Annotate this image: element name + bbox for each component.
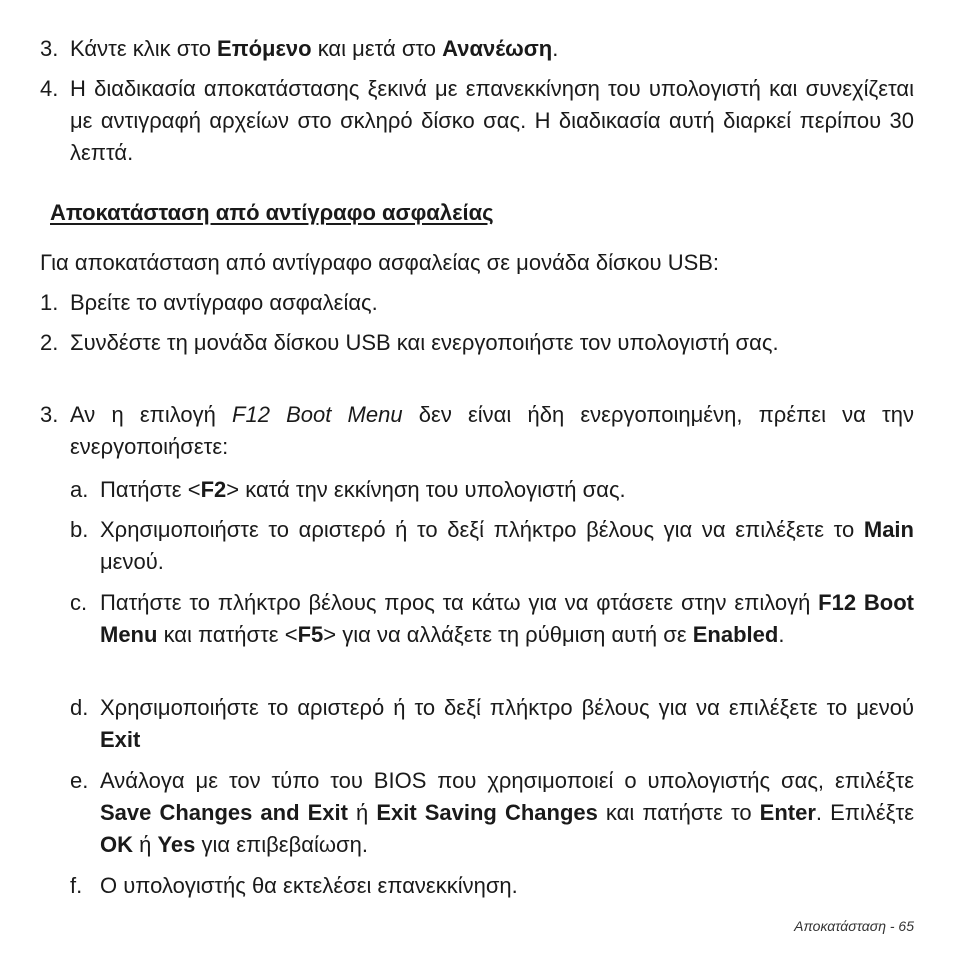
step-2: [40, 327, 914, 359]
top-list-item-4: [40, 73, 914, 169]
list-number: 1.: [40, 290, 59, 315]
bold-term: F2: [200, 477, 227, 502]
list-number: f.: [70, 873, 83, 898]
text-run: Χρησιμοποιήστε το αριστερό ή το δεξί πλήκτρο βέλους για να επιλέξετε το μενού: [100, 695, 914, 720]
list-number: 2.: [40, 330, 59, 355]
substep-d: [70, 692, 914, 756]
page-footer: [794, 918, 914, 934]
text-run: Συνδέστε τη μονάδα δίσκου USB και ενεργοποιήστε τον υπολογιστή σας.: [70, 330, 779, 355]
intro-paragraph: Για αποκατάσταση από αντίγραφο ασφαλείας σε μονάδα δίσκου USB:: [40, 250, 720, 275]
text-run: και πατήστε το: [597, 800, 760, 825]
text-run: Η διαδικασία αποκατάστασης ξεκινά με επανεκκίνηση του υπολογιστή και συνεχίζεται με αντιγραφή αρχείων στο σκληρό δίσκο σας. Η διαδικασία αυτή διαρκεί περίπου 30 λεπτά.: [70, 76, 914, 165]
text-run: > κατά την εκκίνηση του υπολογιστή σας.: [226, 477, 626, 502]
text-run: > για να αλλάξετε τη ρύθμιση αυτή σε: [323, 622, 693, 647]
substep-c: [70, 587, 914, 651]
text-run: Πατήστε το πλήκτρο βέλους προς τα κάτω για να φτάσετε στην επιλογή: [100, 590, 819, 615]
bold-term: Enter: [759, 800, 816, 825]
bold-term: Main: [863, 517, 914, 542]
text-run: και πατήστε <: [157, 622, 298, 647]
list-number: c.: [70, 590, 88, 615]
page-number: 65: [898, 918, 914, 934]
bold-term: Save Changes and Exit: [100, 800, 348, 825]
text-run: ή: [133, 832, 158, 857]
list-number: b.: [70, 517, 89, 542]
text-run: Αν η επιλογή: [70, 402, 233, 427]
bold-term: Exit Saving Changes: [376, 800, 598, 825]
bold-term: Enabled: [692, 622, 779, 647]
list-number: d.: [70, 695, 89, 720]
bold-term: F5: [297, 622, 324, 647]
substep-f: [70, 870, 914, 902]
text-run: μενού.: [100, 549, 164, 574]
text-run: Ανάλογα με τον τύπο του BIOS που χρησιμοποιεί ο υπολογιστής σας, επιλέξτε: [100, 768, 914, 793]
footer-section: Αποκατάσταση: [794, 918, 886, 934]
list-number: a.: [70, 477, 89, 502]
text-run: .: [552, 36, 559, 61]
list-number: e.: [70, 768, 89, 793]
bold-term: OK: [100, 832, 133, 857]
bold-term: F12 Boot Menu: [100, 590, 914, 647]
italic-term: F12 Boot Menu: [232, 402, 403, 427]
bold-term: Επόμενο: [217, 36, 312, 61]
step-1: [40, 287, 914, 319]
text-run: . Επιλέξτε: [815, 800, 914, 825]
text-run: .: [778, 622, 785, 647]
text-run: Χρησιμοποιήστε το αριστερό ή το δεξί πλήκτρο βέλους για να επιλέξετε το: [100, 517, 864, 542]
text-run: Πατήστε <: [100, 477, 201, 502]
bold-term: Exit: [100, 727, 141, 752]
section-heading: Αποκατάσταση από αντίγραφο ασφαλείας: [50, 200, 494, 225]
substep-a: [70, 474, 914, 506]
text-run: και μετά στο: [311, 36, 443, 61]
bold-term: Yes: [157, 832, 196, 857]
list-number: 3.: [40, 402, 59, 427]
substep-e: [70, 765, 914, 861]
top-list-item-3: [40, 33, 914, 65]
text-run: για επιβεβαίωση.: [195, 832, 368, 857]
text-run: Κάντε κλικ στο: [70, 36, 218, 61]
text-run: ή: [347, 800, 377, 825]
footer-separator: -: [885, 918, 899, 934]
text-run: δεν είναι ήδη ενεργοποιημένη, πρέπει να την ενεργοποιήσετε:: [70, 402, 914, 459]
substep-b: [70, 514, 914, 578]
step-3: [40, 399, 914, 463]
bold-term: Ανανέωση: [442, 36, 553, 61]
text-run: Βρείτε το αντίγραφο ασφαλείας.: [70, 290, 378, 315]
text-run: Ο υπολογιστής θα εκτελέσει επανεκκίνηση.: [100, 873, 518, 898]
list-number: 3.: [40, 36, 59, 61]
list-number: 4.: [40, 76, 59, 101]
